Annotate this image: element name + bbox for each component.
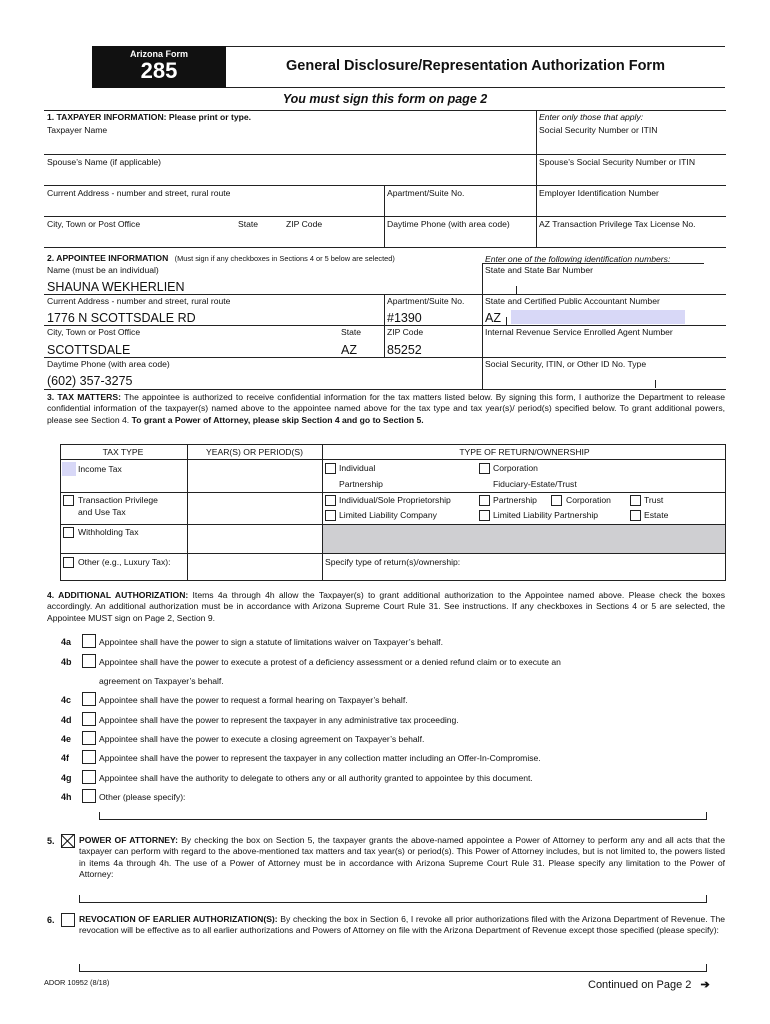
auth-item-number: 4g xyxy=(61,773,72,783)
trust-checkbox[interactable] xyxy=(630,495,641,506)
auth-item-4g-checkbox[interactable] xyxy=(82,770,96,784)
section6-body: By checking the box in Section 6, I revoke all prior authorizations filed with the Arizona Department of Revenue. The revocation will be effective as to all earlier authorizations and Powers of Attorney on file with the Arizona Department of Revenue except those specified (please specify): xyxy=(79,914,725,936)
apt-suite-label: Apartment/Suite No. xyxy=(387,188,465,198)
appointee-apt-value[interactable]: #1390 xyxy=(387,311,422,325)
other-authorization-field[interactable] xyxy=(99,805,706,819)
auth-item-text: Appointee shall have the power to represent the taxpayer in any administrative tax proceeding. xyxy=(99,715,459,725)
appointee-phone-label: Daytime Phone (with area code) xyxy=(47,359,170,369)
enter-only-note: Enter only those that apply: xyxy=(539,112,644,122)
tpt-corporation-checkbox[interactable] xyxy=(551,495,562,506)
section3-heading: 3. TAX MATTERS: xyxy=(47,392,121,402)
withholding-checkbox[interactable] xyxy=(63,527,74,538)
current-address-label: Current Address - number and street, rural route xyxy=(47,188,231,198)
continued-note xyxy=(588,978,710,991)
arrow-right-icon: ➔ xyxy=(700,979,710,991)
income-tax-label: Income Tax xyxy=(78,464,122,474)
revocation-checkbox[interactable] xyxy=(61,913,75,927)
other-tax-checkbox[interactable] xyxy=(63,557,74,568)
daytime-phone-label: Daytime Phone (with area code) xyxy=(387,219,510,229)
auth-item-number: 4h xyxy=(61,792,72,802)
taxpayer-name-label: Taxpayer Name xyxy=(47,125,108,135)
state-bar-label: State and State Bar Number xyxy=(485,265,593,275)
appointee-address-label: Current Address - number and street, rural route xyxy=(47,296,231,306)
auth-item-text: Appointee shall have the power to represent the taxpayer in any collection matter including an Offer-In-Compromise. xyxy=(99,753,541,763)
appointee-zip-value[interactable]: 85252 xyxy=(387,343,422,357)
tpt-checkbox[interactable] xyxy=(63,495,74,506)
cpa-number-field[interactable] xyxy=(511,310,685,324)
appointee-state-label: State xyxy=(341,327,362,337)
tpt-corporation-label: Corporation xyxy=(566,495,611,505)
llp-checkbox[interactable] xyxy=(479,510,490,521)
auth-item-text-continued: agreement on Taxpayer’s behalf. xyxy=(99,676,224,686)
trust-label: Trust xyxy=(644,495,664,505)
section3-text xyxy=(47,392,725,426)
individual-label: Individual xyxy=(339,463,376,473)
auth-item-number: 4d xyxy=(61,715,72,725)
taxpayer-address-field[interactable] xyxy=(44,186,384,216)
withholding-shaded-cell xyxy=(323,525,726,553)
auth-item-4e-checkbox[interactable] xyxy=(82,731,96,745)
cpa-label: State and Certified Public Accountant Number xyxy=(485,296,660,306)
auth-item-number: 4a xyxy=(61,637,72,647)
zip-label: ZIP Code xyxy=(286,219,323,229)
form-number: 285 xyxy=(140,58,178,83)
taxpayer-city-field[interactable] xyxy=(44,217,384,247)
other-tax-label: Other (e.g., Luxury Tax): xyxy=(78,557,171,567)
section6-text xyxy=(79,914,725,937)
sole-prop-label: Individual/Sole Proprietorship xyxy=(339,495,451,505)
income-tax-checkbox[interactable] xyxy=(62,462,76,476)
spouse-name-label: Spouse’s Name (if applicable) xyxy=(47,157,162,167)
auth-item-4h-checkbox[interactable] xyxy=(82,789,96,803)
tpt-partnership-checkbox[interactable] xyxy=(479,495,490,506)
section1-heading: 1. TAXPAYER INFORMATION: Please print or type. xyxy=(47,112,252,122)
form-number-box xyxy=(92,46,226,88)
section4-heading: 4. ADDITIONAL AUTHORIZATION: xyxy=(47,590,189,600)
section5-number: 5. xyxy=(47,836,55,846)
revocation-exceptions-field[interactable] xyxy=(79,957,706,971)
section4-body: Items 4a through 4h allow the Taxpayer(s) to grant additional authorization to the Appointee named above. Please check the boxes accordingly. An additional authorization must be in accordance with Arizona Supreme Court Rule 31. See instructions. If any checkboxes in Sections 4 or 5 are selected, the Appointee MUST sign on Page 2, Section 9. xyxy=(47,590,726,623)
appointee-zip-label: ZIP Code xyxy=(387,327,424,337)
sole-prop-checkbox[interactable] xyxy=(325,495,336,506)
auth-item-text: Appointee shall have the power to execute a closing agreement on Taxpayer’s behalf. xyxy=(99,734,425,744)
income-tax-years-field[interactable] xyxy=(188,460,322,492)
auth-item-4d-checkbox[interactable] xyxy=(82,712,96,726)
enter-one-note: Enter one of the following identification numbers: xyxy=(485,254,671,264)
section5-body: By checking the box on Section 5, the taxpayer grants the above-named appointee a Power of Attorney to perform any and all acts that the taxpayer can perform with regard to the above-mentioned tax matters and tax year(s) or period(s). This Power of Attorney includes, but is not limited to, the powers listed in items 4a through 4h. The use of a Power of Attorney must be in accordance with Arizona Supreme Court Rule 31. Please specify any limitation to the Power of Attorney: xyxy=(79,835,725,880)
auth-item-4b-checkbox[interactable] xyxy=(82,654,96,668)
appointee-address-value[interactable]: 1776 N SCOTTSDALE RD xyxy=(47,311,196,325)
auth-item-text: Appointee shall have the power to execute a protest of a deficiency assessment or a denied refund claim or to execute an xyxy=(99,657,561,667)
auth-item-4c-checkbox[interactable] xyxy=(82,692,96,706)
spouse-name-field[interactable] xyxy=(44,155,536,185)
spouse-ssn-field[interactable] xyxy=(537,155,725,185)
appointee-phone-value[interactable]: (602) 357-3275 xyxy=(47,374,133,388)
irs-enrolled-label: Internal Revenue Service Enrolled Agent Number xyxy=(485,327,673,337)
section2-note: (Must sign if any checkboxes in Sections 4 or 5 below are selected) xyxy=(174,254,395,263)
section6-number: 6. xyxy=(47,915,55,925)
auth-item-4a-checkbox[interactable] xyxy=(82,634,96,648)
individual-checkbox[interactable] xyxy=(325,463,336,474)
col-years: YEAR(S) OR PERIOD(S) xyxy=(206,447,303,457)
ssn-field[interactable] xyxy=(537,124,725,154)
appointee-name-value[interactable]: SHAUNA WEKHERLIEN xyxy=(47,280,185,294)
auth-item-number: 4e xyxy=(61,734,72,744)
appointee-city-label: City, Town or Post Office xyxy=(47,327,141,337)
spouse-ssn-label: Spouse’s Social Security Number or ITIN xyxy=(539,157,696,167)
appointee-city-value[interactable]: SCOTTSDALE xyxy=(47,343,131,357)
sign-note: You must sign this form on page 2 xyxy=(282,92,488,106)
auth-item-text: Appointee shall have the power to sign a statute of limitations waiver on Taxpayer’s behalf. xyxy=(99,637,443,647)
llc-checkbox[interactable] xyxy=(325,510,336,521)
auth-item-4f-checkbox[interactable] xyxy=(82,750,96,764)
section2-title: 2. APPOINTEE INFORMATION xyxy=(47,253,169,263)
ein-field[interactable] xyxy=(537,186,725,216)
state-label: State xyxy=(238,219,259,229)
appointee-ssn-label: Social Security, ITIN, or Other ID No. Type xyxy=(485,359,647,369)
auth-item-number: 4c xyxy=(61,695,72,705)
continued-text: Continued on Page 2 xyxy=(588,979,692,991)
section5-text xyxy=(79,835,725,881)
estate-label: Estate xyxy=(644,510,669,520)
tpt-license-field[interactable] xyxy=(537,217,725,247)
appointee-name-label: Name (must be an individual) xyxy=(47,265,159,275)
appointee-state-value[interactable]: AZ xyxy=(341,343,357,357)
appointee-apt-label: Apartment/Suite No. xyxy=(387,296,465,306)
fiduciary-label: Fiduciary-Estate/Trust xyxy=(493,479,577,489)
section3-body: The appointee is authorized to receive confidential information for the tax matters listed below. By signing this form, I authorize the Department to release confidential information of the taxpayer(s) named above to the appointee named above for the tax type and tax year(s)/ period(s) specified below. To grant additional powers, please see Section 4. xyxy=(47,392,726,425)
city-label: City, Town or Post Office xyxy=(47,219,141,229)
taxpayer-phone-field[interactable] xyxy=(385,217,535,247)
llc-label: Limited Liability Company xyxy=(339,510,437,520)
taxpayer-apt-field[interactable] xyxy=(385,186,535,216)
corporation-label: Corporation xyxy=(493,463,538,473)
tpt-partnership-label: Partnership xyxy=(493,495,537,505)
taxpayer-name-field[interactable] xyxy=(44,124,536,154)
auth-item-text: Other (please specify): xyxy=(99,792,186,802)
tpt-label-line1: Transaction Privilege xyxy=(78,495,158,505)
section2-heading xyxy=(47,253,395,263)
form-title: General Disclosure/Representation Authorization Form xyxy=(286,58,665,74)
section5-heading: POWER OF ATTORNEY: xyxy=(79,835,178,845)
tpt-label-line2: and Use Tax xyxy=(78,507,126,517)
ssn-label: Social Security Number or ITIN xyxy=(539,125,658,135)
auth-item-number: 4f xyxy=(61,753,70,763)
power-of-attorney-check-mark xyxy=(61,834,75,848)
section4-text xyxy=(47,590,725,624)
corporation-checkbox[interactable] xyxy=(479,463,490,474)
tpt-years-field[interactable] xyxy=(188,493,322,524)
section6-heading: REVOCATION OF EARLIER AUTHORIZATION(S): xyxy=(79,914,278,924)
cpa-state-value[interactable]: AZ xyxy=(485,311,501,325)
tpt-license-label: AZ Transaction Privilege Tax License No. xyxy=(539,219,696,229)
poa-limitation-field[interactable] xyxy=(79,888,706,902)
section3-bold-note: To grant a Power of Attorney, please skip Section 4 and go to Section 5. xyxy=(131,414,424,425)
estate-checkbox[interactable] xyxy=(630,510,641,521)
specify-ownership-label: Specify type of return(s)/ownership: xyxy=(325,557,461,567)
form-id: ADOR 10952 (8/18) xyxy=(44,978,110,987)
form-label: Arizona Form xyxy=(129,49,188,59)
auth-item-text: Appointee shall have the authority to delegate to others any or all authority granted to appointee by this document. xyxy=(99,773,533,783)
other-years-field[interactable] xyxy=(188,554,322,580)
withholding-years-field[interactable] xyxy=(188,525,322,553)
partnership-label: Partnership xyxy=(339,479,383,489)
ein-label: Employer Identification Number xyxy=(539,188,659,198)
llp-label: Limited Liability Partnership xyxy=(493,510,599,520)
col-tax-type: TAX TYPE xyxy=(102,447,144,457)
col-return: TYPE OF RETURN/OWNERSHIP xyxy=(459,447,590,457)
auth-item-text: Appointee shall have the power to request a formal hearing on Taxpayer’s behalf. xyxy=(99,695,408,705)
withholding-label: Withholding Tax xyxy=(78,527,139,537)
auth-item-number: 4b xyxy=(61,657,72,667)
